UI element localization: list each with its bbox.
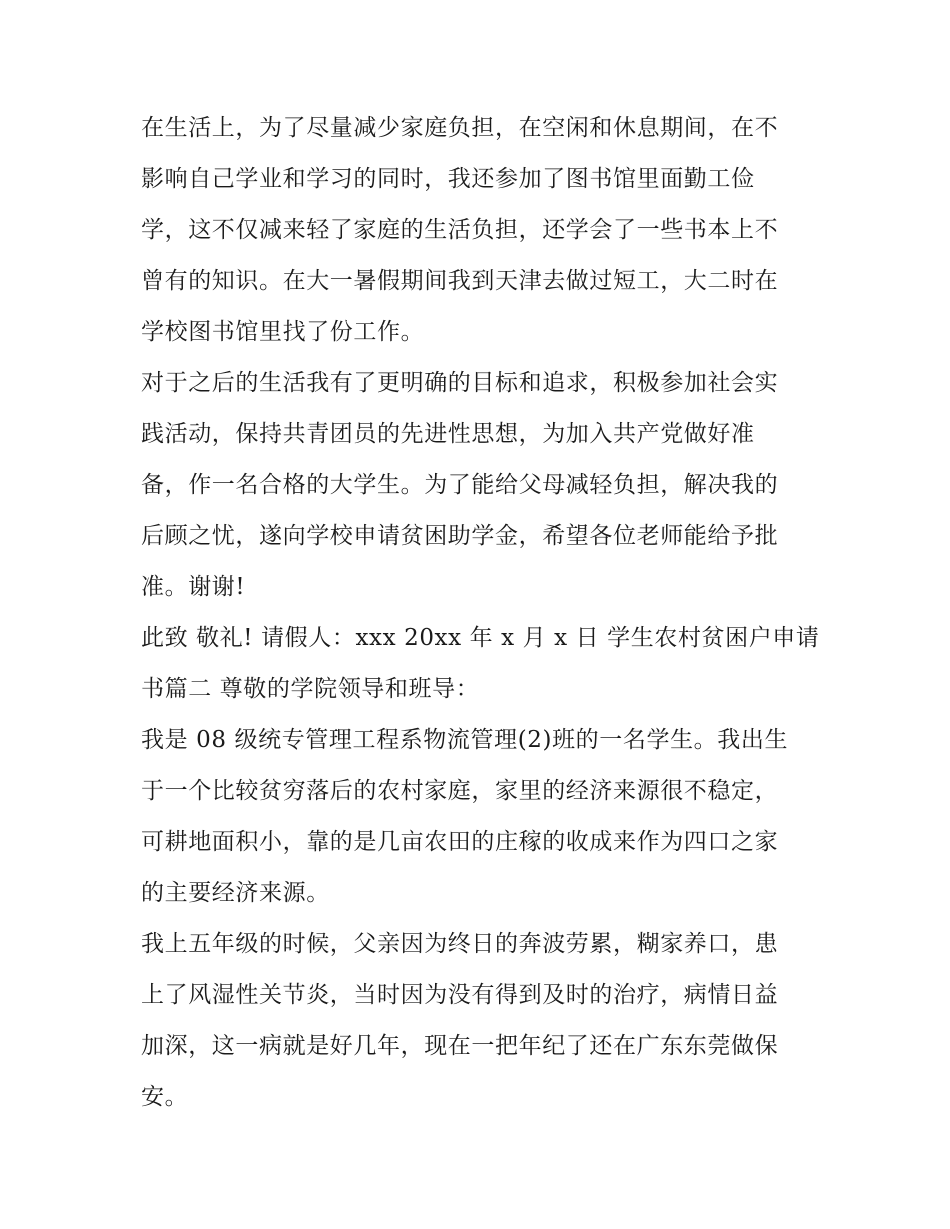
paragraph xyxy=(141,358,813,613)
text-line: 此致 敬礼! 请假人：xxx 20xx 年 x 月 x 日 学生农村贫困户申请 xyxy=(141,625,820,651)
text-line: 上了风湿性关节炎，当时因为没有得到及时的治疗，病情日益 xyxy=(141,982,779,1008)
text-line: 书篇二 尊敬的学院领导和班导： xyxy=(141,676,480,702)
text-line: 影响自己学业和学习的同时，我还参加了图书馆里面勤工俭 xyxy=(141,166,755,192)
text-line: 学，这不仅减来轻了家庭的生活负担，还学会了一些书本上不 xyxy=(141,217,779,243)
text-line: 可耕地面积小，靠的是几亩农田的庄稼的收成来作为四口之家 xyxy=(141,829,779,855)
text-line: 准。谢谢! xyxy=(141,574,246,600)
text-line: 于一个比较贫穷落后的农村家庭，家里的经济来源很不稳定， xyxy=(141,778,779,804)
text-line: 的主要经济来源。 xyxy=(141,880,330,906)
paragraph xyxy=(141,613,820,715)
paragraph xyxy=(141,715,813,919)
text-line: 后顾之忧，遂向学校申请贫困助学金，希望各位老师能给予批 xyxy=(141,523,779,549)
text-line: 安。 xyxy=(141,1084,189,1110)
document-body xyxy=(141,103,820,1123)
text-line: 我是 08 级统专管理工程系物流管理(2)班的一名学生。我出生 xyxy=(141,727,789,753)
text-line: 在生活上，为了尽量减少家庭负担，在空闲和休息期间，在不 xyxy=(141,115,779,141)
text-line: 加深，这一病就是好几年，现在一把年纪了还在广东东莞做保 xyxy=(141,1033,779,1059)
text-line: 对于之后的生活我有了更明确的目标和追求，积极参加社会实 xyxy=(141,370,779,396)
text-line: 学校图书馆里找了份工作。 xyxy=(141,319,425,345)
text-line: 我上五年级的时候，父亲因为终日的奔波劳累，糊家养口，患 xyxy=(141,931,779,957)
text-line: 曾有的知识。在大一暑假期间我到天津去做过短工，大二时在 xyxy=(141,268,779,294)
text-line: 备，作一名合格的大学生。为了能给父母减轻负担，解决我的 xyxy=(141,472,779,498)
paragraph xyxy=(141,103,813,358)
text-line: 践活动，保持共青团员的先进性思想，为加入共产党做好准 xyxy=(141,421,755,447)
paragraph xyxy=(141,919,813,1123)
